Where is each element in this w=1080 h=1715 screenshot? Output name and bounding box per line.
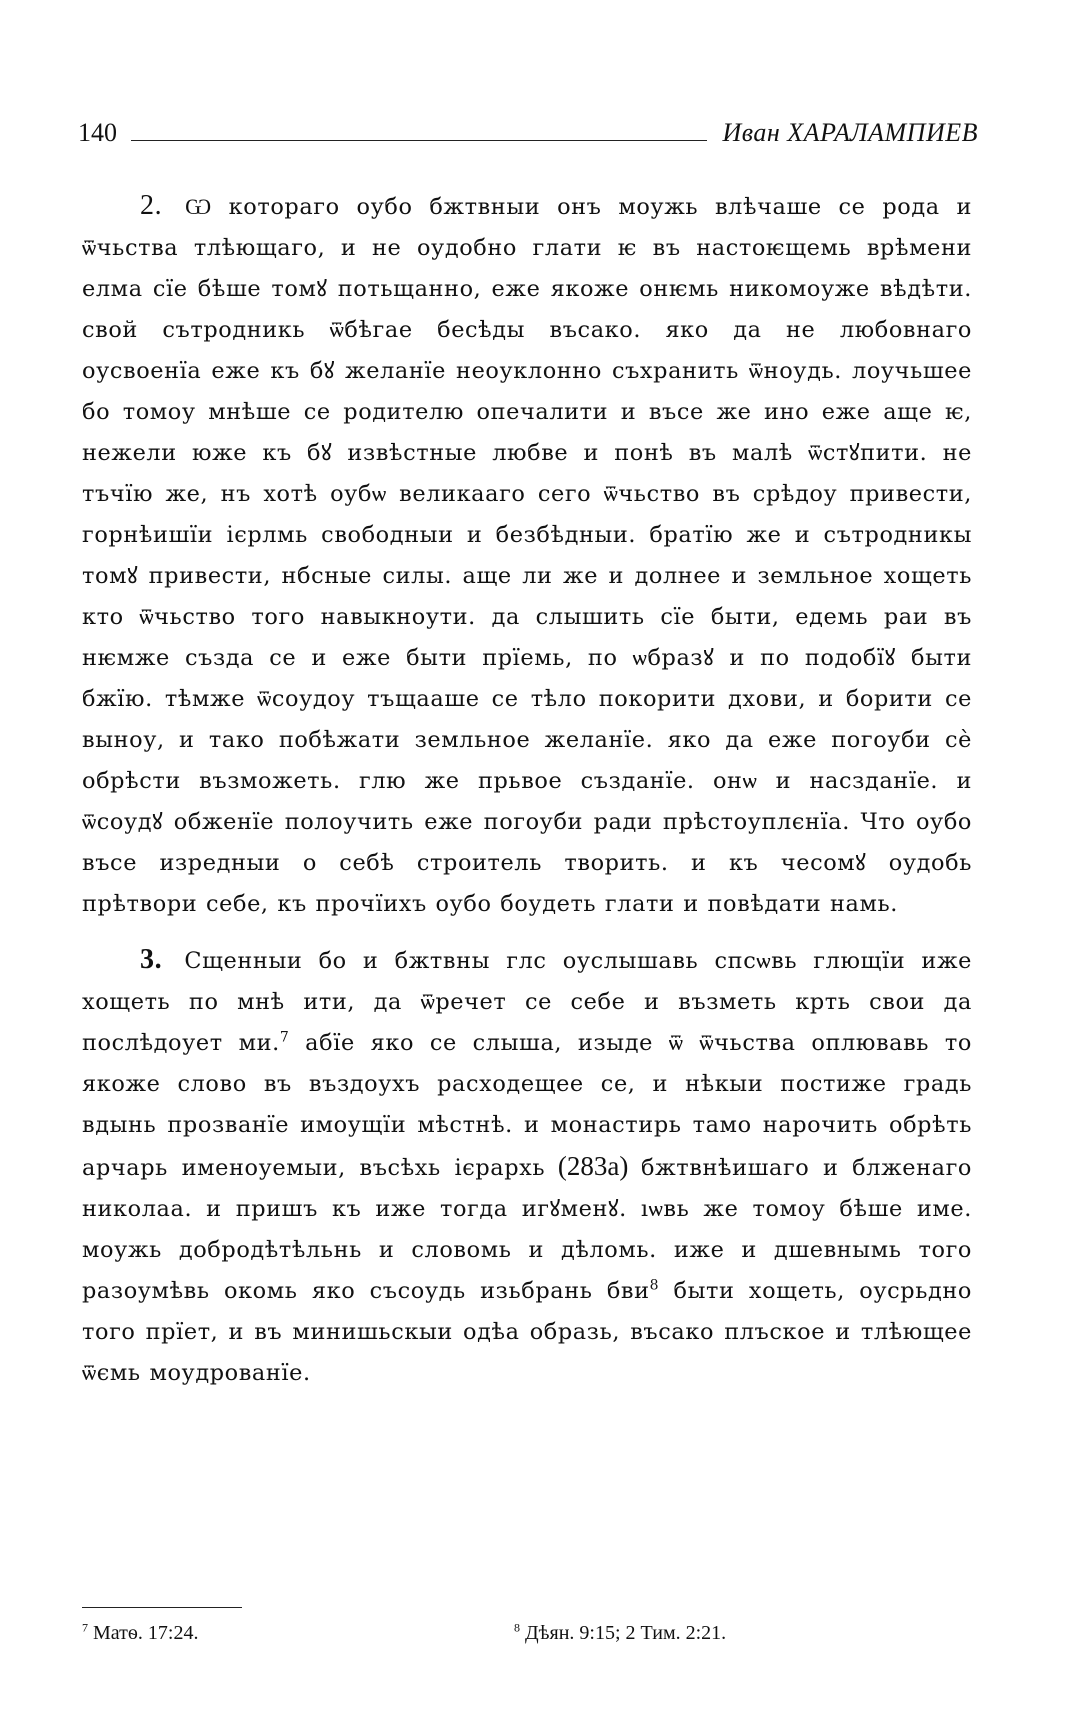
paragraph-text: Ѡ котораго оубо бжтвныи онъ моужь влѣчаше се рода и ѿчьства тлѣющаго, и не оудобно глати ѥ въ настоѥщемь врѣмени елма сїе бѣше томꙋ потьщанно, еже якоже онѥмь никомоужe вѣдѣти. свой сътродникь ѿбѣгае бесѣды въсако. яко да не любовнаго оусвоенїа еже къ бꙋ желанїе неоуклонно съхранить ѿноудь. лоучьшеe бо томоу мнѣше се родителю опечалити и въсе же ино еже аще ѥ, нежели юже къ бꙋ извѣстные любве и понѣ въ малѣ ѿстꙋпити. не тъчїю же, нъ хотѣ оубѡ великааго сего ѿчьство въ срѣдоу привести, горнѣишїи ієрлмь свободныи и безбѣдныи. братїю же и сътродникы томꙋ привести, нбсные силы. аще ли же и долнеe и земльное хощеть кто ѿчьство того навыкноути. да слышить сїе быти, едемь раи въ нѥмже създа се и еже быти прїемь, по ѡбразꙋ и по подобїꙋ быти бжїю. тѣмже ѿсоудоу тъщааше се тѣло покорити дхови, и борити се вынoу, и тако побѣжати земльное желанїе. яко да еже погоуби сѐ обрѣсти възможеть. глю же прьвое създанїе. онѡ и насзданїе. и ѿсоудꙋ обженїе полоучить еже погоуби ради прѣстоуплєнїа. Что оубо въсе изредныи о себѣ строитель творить. и къ чесомꙋ оудобь прѣтвори себе, къ прочїихъ оубо боудеть глати и повѣдати намь. [82, 194, 973, 917]
running-header [78, 108, 978, 148]
paragraph-3 [82, 939, 972, 1394]
page-number: 140 [78, 118, 117, 147]
footnote-marker-7: 7 [279, 1029, 290, 1046]
paragraph-text-part: Сщенныи бо и бжтвны глс оуслышавь спсѡвь глющїи иже хощеть по мнѣ ити, да ѿречет се себе и възметь крть свои да послѣдоует ми. [82, 948, 973, 1056]
footnote-number: 8 [514, 1620, 520, 1635]
paragraph-number: 2. [140, 190, 163, 221]
footnote-7 [82, 1620, 198, 1646]
paragraph-2 [82, 185, 972, 925]
paragraph-text-part: быти хощеть, оусрьдно того прїет, и въ минишьскыи одѣа образь, въсако плъское и тлѣющее ѿємь моудрованїе. [82, 1278, 972, 1386]
paragraph-text-part: абїе яко се слыша, изыде ѿ ѿчьства оплювавь то якоже слово въ въздоухъ расходещее се, и нѣкыи постиже градь вдынь прозванїе имоущїи мѣстнѣ. и монастирь тамо нарочить обрѣть арчарь именоуемыи, въсѣхь ієрархь [82, 1030, 972, 1181]
footnote-marker-8: 8 [649, 1277, 660, 1294]
main-text [82, 185, 972, 1408]
paragraph-text-part: бжтвнѣишаго и блженаго николаа. и пришъ къ иже тогда игꙋменꙋ. ıѡвь же томоу бѣше име. моужь добродѣтѣльнь и словомь и дѣломь. иже и дшевнымь того разоумѣвь окомь яко съсоудь изьбрань бви [82, 1155, 972, 1304]
paragraph-number: 3. [140, 944, 163, 975]
running-title: Иван ХАРАЛАМПИЕВ [722, 118, 978, 147]
footnote-number: 7 [82, 1620, 88, 1635]
footnote-rule [82, 1607, 242, 1608]
folio-reference: (283а) [545, 1151, 641, 1181]
footnote-8 [514, 1620, 726, 1646]
footnote-text: Матѳ. 17:24. [88, 1622, 199, 1644]
footnote-text: Дѣян. 9:15; 2 Тим. 2:21. [520, 1622, 727, 1644]
header-rule [131, 140, 707, 141]
